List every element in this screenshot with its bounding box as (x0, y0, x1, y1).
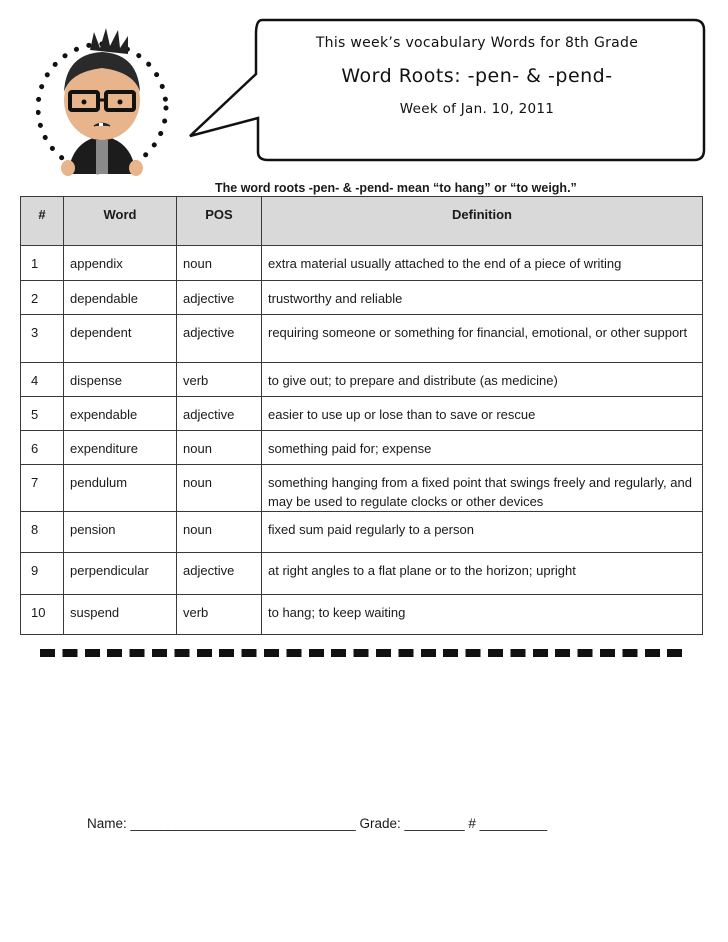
table-row (21, 281, 703, 315)
table-row (21, 595, 703, 635)
table-row (21, 553, 703, 595)
row-definition: easier to use up or lose than to save or rescue (262, 397, 703, 431)
header-title: Word Roots: -pen- & -pend- (341, 65, 613, 87)
row-word: dispense (64, 363, 177, 397)
row-word: perpendicular (64, 553, 177, 595)
row-number: 5 (21, 397, 64, 431)
row-definition: to hang; to keep waiting (262, 595, 703, 635)
table-row (21, 363, 703, 397)
row-number: 9 (21, 553, 64, 595)
table-row (21, 246, 703, 281)
row-definition: extra material usually attached to the end of a piece of writing (262, 246, 703, 281)
vocabulary-table (20, 196, 703, 635)
row-word: dependable (64, 281, 177, 315)
row-definition: fixed sum paid regularly to a person (262, 512, 703, 553)
row-pos: verb (177, 595, 262, 635)
row-definition: at right angles to a flat plane or to the horizon; upright (262, 553, 703, 595)
row-pos: adjective (177, 315, 262, 363)
row-word: expendable (64, 397, 177, 431)
header-subtitle: This week’s vocabulary Words for 8th Grade (315, 35, 639, 51)
row-word: expenditure (64, 431, 177, 465)
row-number: 7 (21, 465, 64, 512)
row-pos: noun (177, 246, 262, 281)
table-row (21, 315, 703, 363)
row-word: pension (64, 512, 177, 553)
table-header-row (21, 197, 703, 246)
row-word: appendix (64, 246, 177, 281)
row-number: 4 (21, 363, 64, 397)
header-date: Week of Jan. 10, 2011 (399, 101, 555, 117)
row-pos: noun (177, 512, 262, 553)
row-number: 3 (21, 315, 64, 363)
row-number: 8 (21, 512, 64, 553)
table-row (21, 465, 703, 512)
row-number: 1 (21, 246, 64, 281)
header-text (262, 30, 692, 117)
col-header-pos: POS (177, 197, 262, 246)
row-pos: adjective (177, 281, 262, 315)
row-pos: noun (177, 465, 262, 512)
row-pos: adjective (177, 397, 262, 431)
table-row (21, 512, 703, 553)
name-grade-line: Name: ______________________________ Grade: ________ # _________ (87, 816, 548, 831)
row-number: 2 (21, 281, 64, 315)
row-definition: something paid for; expense (262, 431, 703, 465)
row-word: pendulum (64, 465, 177, 512)
col-header-word: Word (64, 197, 177, 246)
row-word: suspend (64, 595, 177, 635)
row-definition: trustworthy and reliable (262, 281, 703, 315)
row-pos: verb (177, 363, 262, 397)
cut-line-divider (40, 649, 682, 657)
intro-text: The word roots -pen- & -pend- mean “to hang” or “to weigh.” (215, 181, 577, 195)
row-pos: noun (177, 431, 262, 465)
row-pos: adjective (177, 553, 262, 595)
teacher-avatar (36, 22, 188, 194)
row-definition: to give out; to prepare and distribute (as medicine) (262, 363, 703, 397)
col-header-number: # (21, 197, 64, 246)
row-number: 6 (21, 431, 64, 465)
table-row (21, 397, 703, 431)
row-number: 10 (21, 595, 64, 635)
col-header-definition: Definition (262, 197, 703, 246)
row-definition: something hanging from a fixed point that swings freely and regularly, and may be used to regulate clocks or other devices (262, 465, 703, 512)
table-row (21, 431, 703, 465)
row-definition: requiring someone or something for financial, emotional, or other support (262, 315, 703, 363)
row-word: dependent (64, 315, 177, 363)
